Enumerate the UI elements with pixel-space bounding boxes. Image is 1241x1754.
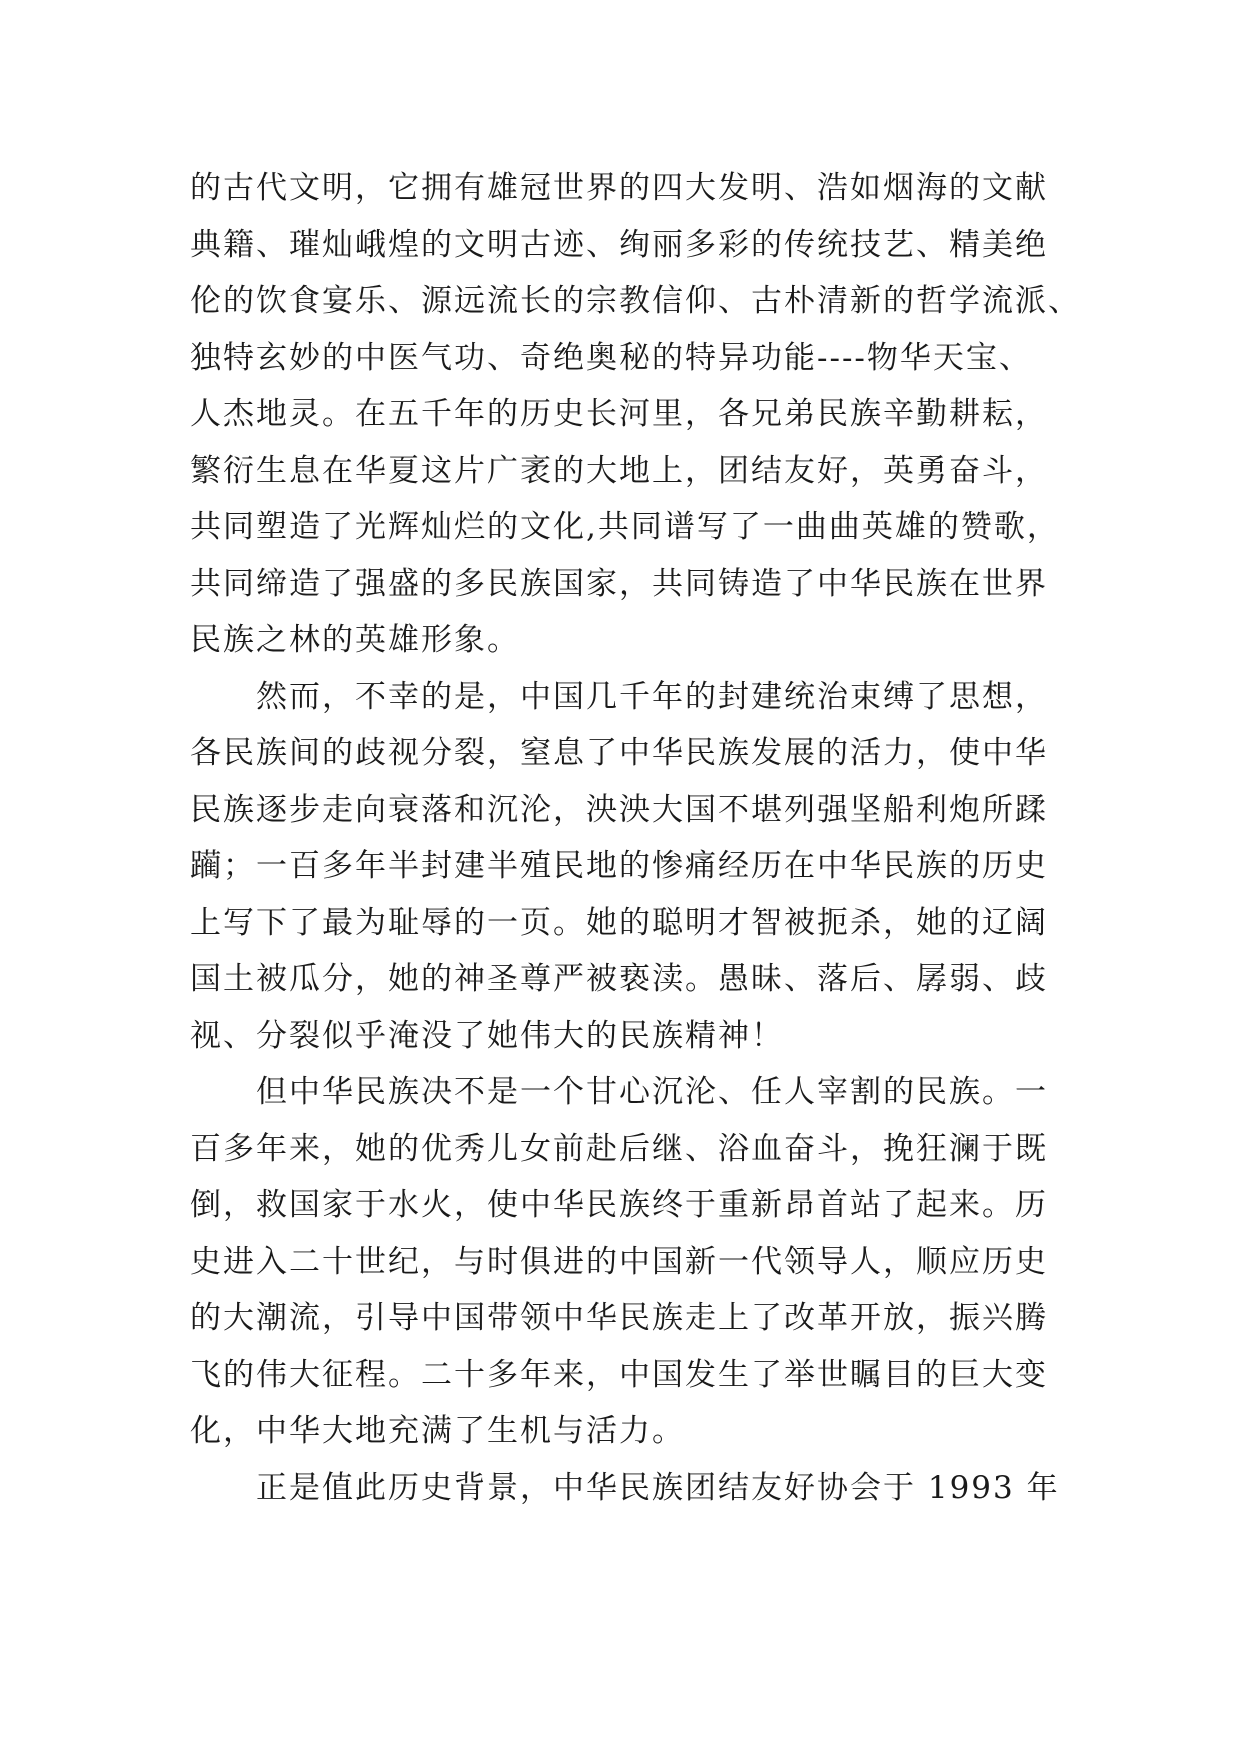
text-line: 繁衍生息在华夏这片广袤的大地上，团结友好，英勇奋斗， — [190, 452, 1048, 489]
text-line: 倒，救国家于水火，使中华民族终于重新昂首站了起来。历 — [190, 1187, 1048, 1223]
text-line: 各民族间的歧视分裂，窒息了中华民族发展的活力，使中华 — [190, 735, 1048, 771]
text-line: 飞的伟大征程。二十多年来，中国发生了举世瞩目的巨大变 — [190, 1356, 1048, 1393]
text-line: 化，中华大地充满了生机与活力。 — [190, 1413, 685, 1449]
text-line: 躏；一百多年半封建半殖民地的惨痛经历在中华民族的历史 — [190, 848, 1048, 884]
text-line: 人杰地灵。在五千年的历史长河里，各兄弟民族辛勤耕耘， — [190, 396, 1048, 432]
text-line: 伦的饮食宴乐、源远流长的宗教信仰、古朴清新的哲学流派、 — [190, 283, 1081, 319]
text-line: 民族之林的英雄形象。 — [190, 622, 520, 658]
text-line: 共同缔造了强盛的多民族国家，共同铸造了中华民族在世界 — [190, 565, 1048, 602]
text-line: 国土被瓜分，她的神圣尊严被亵渎。愚昧、落后、孱弱、歧 — [190, 961, 1048, 997]
text-line: 独特玄妙的中医气功、奇绝奥秘的特异功能----物华天宝、 — [190, 339, 1032, 376]
text-line: 的大潮流，引导中国带领中华民族走上了改革开放，振兴腾 — [190, 1300, 1048, 1336]
text-line: 百多年来，她的优秀儿女前赴后继、浴血奋斗，挽狂澜于既 — [190, 1130, 1048, 1167]
text-line: 共同塑造了光辉灿烂的文化,共同谱写了一曲曲英雄的赞歌， — [190, 509, 1060, 545]
text-line: 上写下了最为耻辱的一页。她的聪明才智被扼杀，她的辽阔 — [190, 904, 1048, 941]
paragraph-start-line: 但中华民族决不是一个甘心沉沦、任人宰割的民族。一 — [256, 1074, 1048, 1110]
paragraph-start-line: 正是值此历史背景，中华民族团结友好协会于 1993 年 — [256, 1469, 1060, 1506]
text-line: 史进入二十世纪，与时俱进的中国新一代领导人，顺应历史 — [190, 1243, 1048, 1280]
text-line: 典籍、璀灿峨煌的文明古迹、绚丽多彩的传统技艺、精美绝 — [190, 226, 1048, 263]
text-line: 的古代文明，它拥有雄冠世界的四大发明、浩如烟海的文献 — [190, 170, 1048, 206]
body-text — [190, 160, 1081, 1516]
paragraph-start-line: 然而，不幸的是，中国几千年的封建统治束缚了思想， — [256, 678, 1048, 715]
text-line: 视、分裂似乎淹没了她伟大的民族精神！ — [190, 1017, 784, 1054]
text-line: 民族逐步走向衰落和沉沦，泱泱大国不堪列强坚船利炮所蹂 — [190, 791, 1048, 828]
